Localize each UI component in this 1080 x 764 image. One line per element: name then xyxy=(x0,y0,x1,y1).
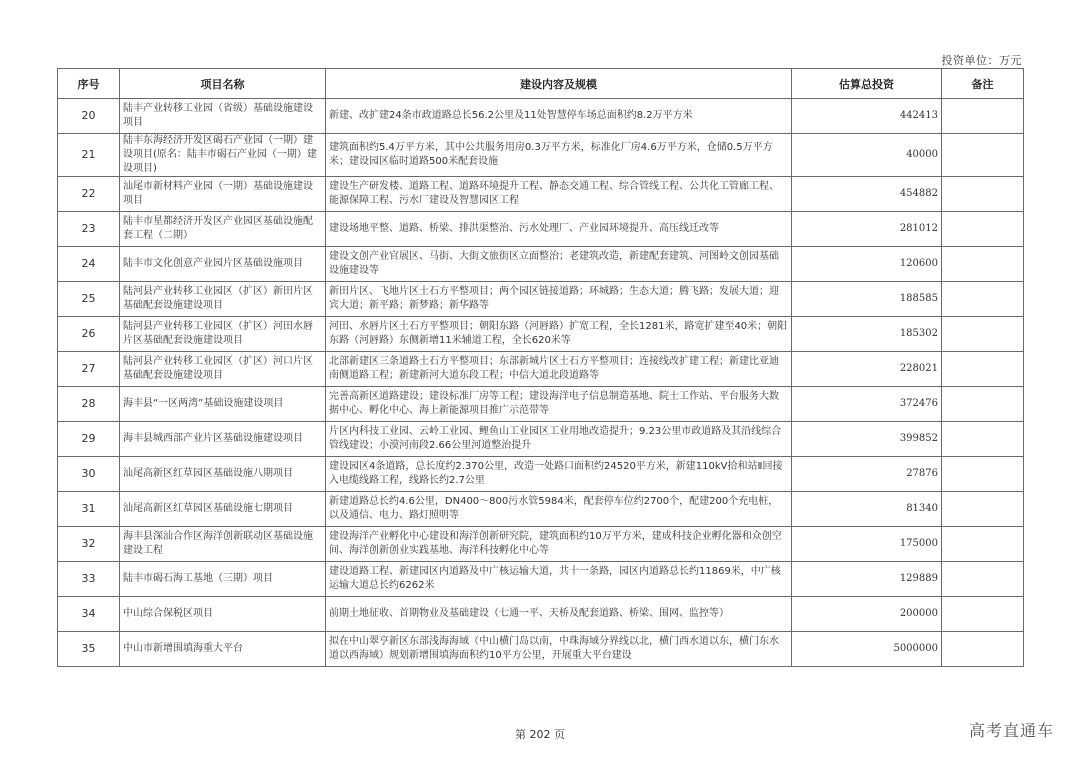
row-seq-cell: 24 xyxy=(58,247,120,282)
row-content-cell: 新建道路总长约4.6公里，DN400～800污水管5984米，配套停车位约2700个，配建200个充电桩，以及通信、电力、路灯照明等 xyxy=(326,492,792,527)
table-header-row xyxy=(58,69,1024,99)
row-investment-cell: 372476 xyxy=(792,387,942,422)
row-investment-cell: 228021 xyxy=(792,352,942,387)
page-number: 第 202 页 xyxy=(515,728,565,741)
row-remarks-cell xyxy=(942,562,1024,597)
row-investment-cell: 5000000 xyxy=(792,632,942,667)
row-investment-cell: 175000 xyxy=(792,527,942,562)
row-seq-cell: 23 xyxy=(58,212,120,247)
row-content-cell: 拟在中山翠亨新区东部浅海海域（中山横门岛以南，中珠海域分界线以北，横门西水道以东，横门东水道以西海域）规划新增围填海面积约10平方公里，开展重大平台建设 xyxy=(326,632,792,667)
row-content-cell: 建设文创产业官展区、马街、大街文旅街区立面整治；老建筑改造，新建配套建筑、河图岭文创园基础设施建设等 xyxy=(326,247,792,282)
row-remarks-cell xyxy=(942,597,1024,632)
table-row xyxy=(58,352,1024,387)
row-investment-cell: 40000 xyxy=(792,134,942,177)
row-remarks-cell xyxy=(942,387,1024,422)
row-investment-cell: 200000 xyxy=(792,597,942,632)
table-row xyxy=(58,99,1024,134)
row-content-cell: 北部新建区三条道路土石方平整项目；东部新城片区土石方平整项目；连接线改扩建工程；新建比亚迪南侧道路工程；新建新河大道东段工程；中信大道北段道路等 xyxy=(326,352,792,387)
row-remarks-cell xyxy=(942,492,1024,527)
row-seq-cell: 22 xyxy=(58,177,120,212)
watermark-text: 高考直通车 xyxy=(968,721,1054,740)
row-seq-cell: 20 xyxy=(58,99,120,134)
row-content-cell: 河田、水唇片区土石方平整项目；朝阳东路（河唇路）扩宽工程，全长1281米，路宽扩建至40米；朝阳东路（河唇路）东侧新增11米辅道工程，全长620米等 xyxy=(326,317,792,352)
header-remarks: 备注 xyxy=(942,69,1024,99)
row-content-cell: 建设园区4条道路，总长度约2.370公里，改造一处路口面积约24520平方米，新建110kV拾和站Ⅱ回接入电缆线路工程，线路长约2.7公里 xyxy=(326,457,792,492)
row-remarks-cell xyxy=(942,317,1024,352)
table-row xyxy=(58,527,1024,562)
row-investment-cell: 442413 xyxy=(792,99,942,134)
table-row xyxy=(58,282,1024,317)
row-investment-cell: 129889 xyxy=(792,562,942,597)
table-row xyxy=(58,247,1024,282)
row-project-name-cell: 海丰县“一区两湾”基础设施建设项目 xyxy=(120,387,326,422)
row-remarks-cell xyxy=(942,457,1024,492)
row-seq-cell: 28 xyxy=(58,387,120,422)
row-remarks-cell xyxy=(942,352,1024,387)
row-project-name-cell: 汕尾高新区红草园区基础设施七期项目 xyxy=(120,492,326,527)
row-investment-cell: 454882 xyxy=(792,177,942,212)
row-remarks-cell xyxy=(942,527,1024,562)
row-seq-cell: 32 xyxy=(58,527,120,562)
project-table xyxy=(57,68,1024,667)
row-seq-cell: 29 xyxy=(58,422,120,457)
header-seq: 序号 xyxy=(58,69,120,99)
row-project-name-cell: 陆河县产业转移工业园区（扩区）河口片区基础配套设施建设项目 xyxy=(120,352,326,387)
header-investment: 估算总投资 xyxy=(792,69,942,99)
row-remarks-cell xyxy=(942,247,1024,282)
row-project-name-cell: 陆丰市碣石海工基地（三期）项目 xyxy=(120,562,326,597)
row-investment-cell: 188585 xyxy=(792,282,942,317)
table-body xyxy=(58,99,1024,667)
row-project-name-cell: 汕尾市新材料产业园（一期）基础设施建设项目 xyxy=(120,177,326,212)
row-content-cell: 建设生产研发楼、道路工程、道路环境提升工程、静态交通工程、综合管线工程、公共化工管廊工程、能源保障工程、污水厂建设及智慧园区工程 xyxy=(326,177,792,212)
row-project-name-cell: 中山市新增围填海重大平台 xyxy=(120,632,326,667)
row-content-cell: 建设海洋产业孵化中心建设和海洋创新研究院，建筑面积约10万平方米，建成科技企业孵化器和众创空间、海洋创新创业实践基地、海洋科技孵化中心等 xyxy=(326,527,792,562)
row-content-cell: 建筑面积约5.4万平方米，其中公共服务用房0.3万平方米，标准化厂房4.6万平方米，仓储0.5万平方米；建设园区临时道路500米配套设施 xyxy=(326,134,792,177)
row-project-name-cell: 陆丰东海经济开发区碣石产业园（一期）建设项目(原名：陆丰市碣石产业园（一期）建设项目) xyxy=(120,134,326,177)
row-seq-cell: 21 xyxy=(58,134,120,177)
table-row xyxy=(58,134,1024,177)
row-seq-cell: 26 xyxy=(58,317,120,352)
table-row xyxy=(58,422,1024,457)
row-content-cell: 完善高新区道路建设；建设标准厂房等工程；建设海洋电子信息制造基地、院士工作站、平台服务大数据中心、孵化中心、海上新能源项目推广示范带等 xyxy=(326,387,792,422)
row-investment-cell: 81340 xyxy=(792,492,942,527)
table-row xyxy=(58,632,1024,667)
row-remarks-cell xyxy=(942,177,1024,212)
row-remarks-cell xyxy=(942,282,1024,317)
table-row xyxy=(58,457,1024,492)
row-investment-cell: 185302 xyxy=(792,317,942,352)
header-project-name: 项目名称 xyxy=(120,69,326,99)
row-content-cell: 建设场地平整、道路、桥梁、排洪渠整治、污水处理厂、产业园环境提升、高压线迁改等 xyxy=(326,212,792,247)
row-project-name-cell: 陆河县产业转移工业园区（扩区）河田水唇片区基础配套设施建设项目 xyxy=(120,317,326,352)
row-investment-cell: 120600 xyxy=(792,247,942,282)
table-row xyxy=(58,387,1024,422)
table-row xyxy=(58,597,1024,632)
investment-unit-note: 投资单位：万元 xyxy=(941,54,1022,67)
row-investment-cell: 281012 xyxy=(792,212,942,247)
row-remarks-cell xyxy=(942,134,1024,177)
row-remarks-cell xyxy=(942,99,1024,134)
row-remarks-cell xyxy=(942,212,1024,247)
row-remarks-cell xyxy=(942,632,1024,667)
row-project-name-cell: 陆丰市星都经济开发区产业园区基础设施配套工程（二期） xyxy=(120,212,326,247)
header-content: 建设内容及规模 xyxy=(326,69,792,99)
row-seq-cell: 30 xyxy=(58,457,120,492)
row-content-cell: 片区内科技工业园、云岭工业园、鲤鱼山工业园区工业用地改造提升；9.23公里市政道路及其沿线综合管线建设；小漠河南段2.66公里河道整治提升 xyxy=(326,422,792,457)
row-content-cell: 新田片区、飞地片区土石方平整项目；两个园区链接道路；环城路；生态大道；腾飞路；发展大道；迎宾大道；新平路；新梦路；新华路等 xyxy=(326,282,792,317)
row-project-name-cell: 海丰县深汕合作区海洋创新联动区基础设施建设工程 xyxy=(120,527,326,562)
row-investment-cell: 399852 xyxy=(792,422,942,457)
row-project-name-cell: 陆丰市文化创意产业园片区基础设施项目 xyxy=(120,247,326,282)
row-seq-cell: 33 xyxy=(58,562,120,597)
row-project-name-cell: 中山综合保税区项目 xyxy=(120,597,326,632)
table-row xyxy=(58,212,1024,247)
row-project-name-cell: 汕尾高新区红草园区基础设施八期项目 xyxy=(120,457,326,492)
row-project-name-cell: 陆河县产业转移工业园区（扩区）新田片区基础配套设施建设项目 xyxy=(120,282,326,317)
row-content-cell: 新建、改扩建24条市政道路总长56.2公里及11处智慧停车场总面积约8.2万平方米 xyxy=(326,99,792,134)
row-remarks-cell xyxy=(942,422,1024,457)
row-seq-cell: 34 xyxy=(58,597,120,632)
row-project-name-cell: 陆丰产业转移工业园（省级）基础设施建设项目 xyxy=(120,99,326,134)
row-project-name-cell: 海丰县城西部产业片区基础设施建设项目 xyxy=(120,422,326,457)
row-investment-cell: 27876 xyxy=(792,457,942,492)
table-row xyxy=(58,562,1024,597)
table-row xyxy=(58,317,1024,352)
row-seq-cell: 27 xyxy=(58,352,120,387)
row-content-cell: 建设道路工程、新建园区内道路及中广核运输大道，共十一条路，园区内道路总长约11869米，中广核运输大道总长约6262米 xyxy=(326,562,792,597)
row-seq-cell: 35 xyxy=(58,632,120,667)
row-seq-cell: 31 xyxy=(58,492,120,527)
row-seq-cell: 25 xyxy=(58,282,120,317)
row-content-cell: 前期土地征收、首期物业及基础建设（七通一平、天桥及配套道路、桥梁、围网、监控等） xyxy=(326,597,792,632)
table-row xyxy=(58,177,1024,212)
table-row xyxy=(58,492,1024,527)
